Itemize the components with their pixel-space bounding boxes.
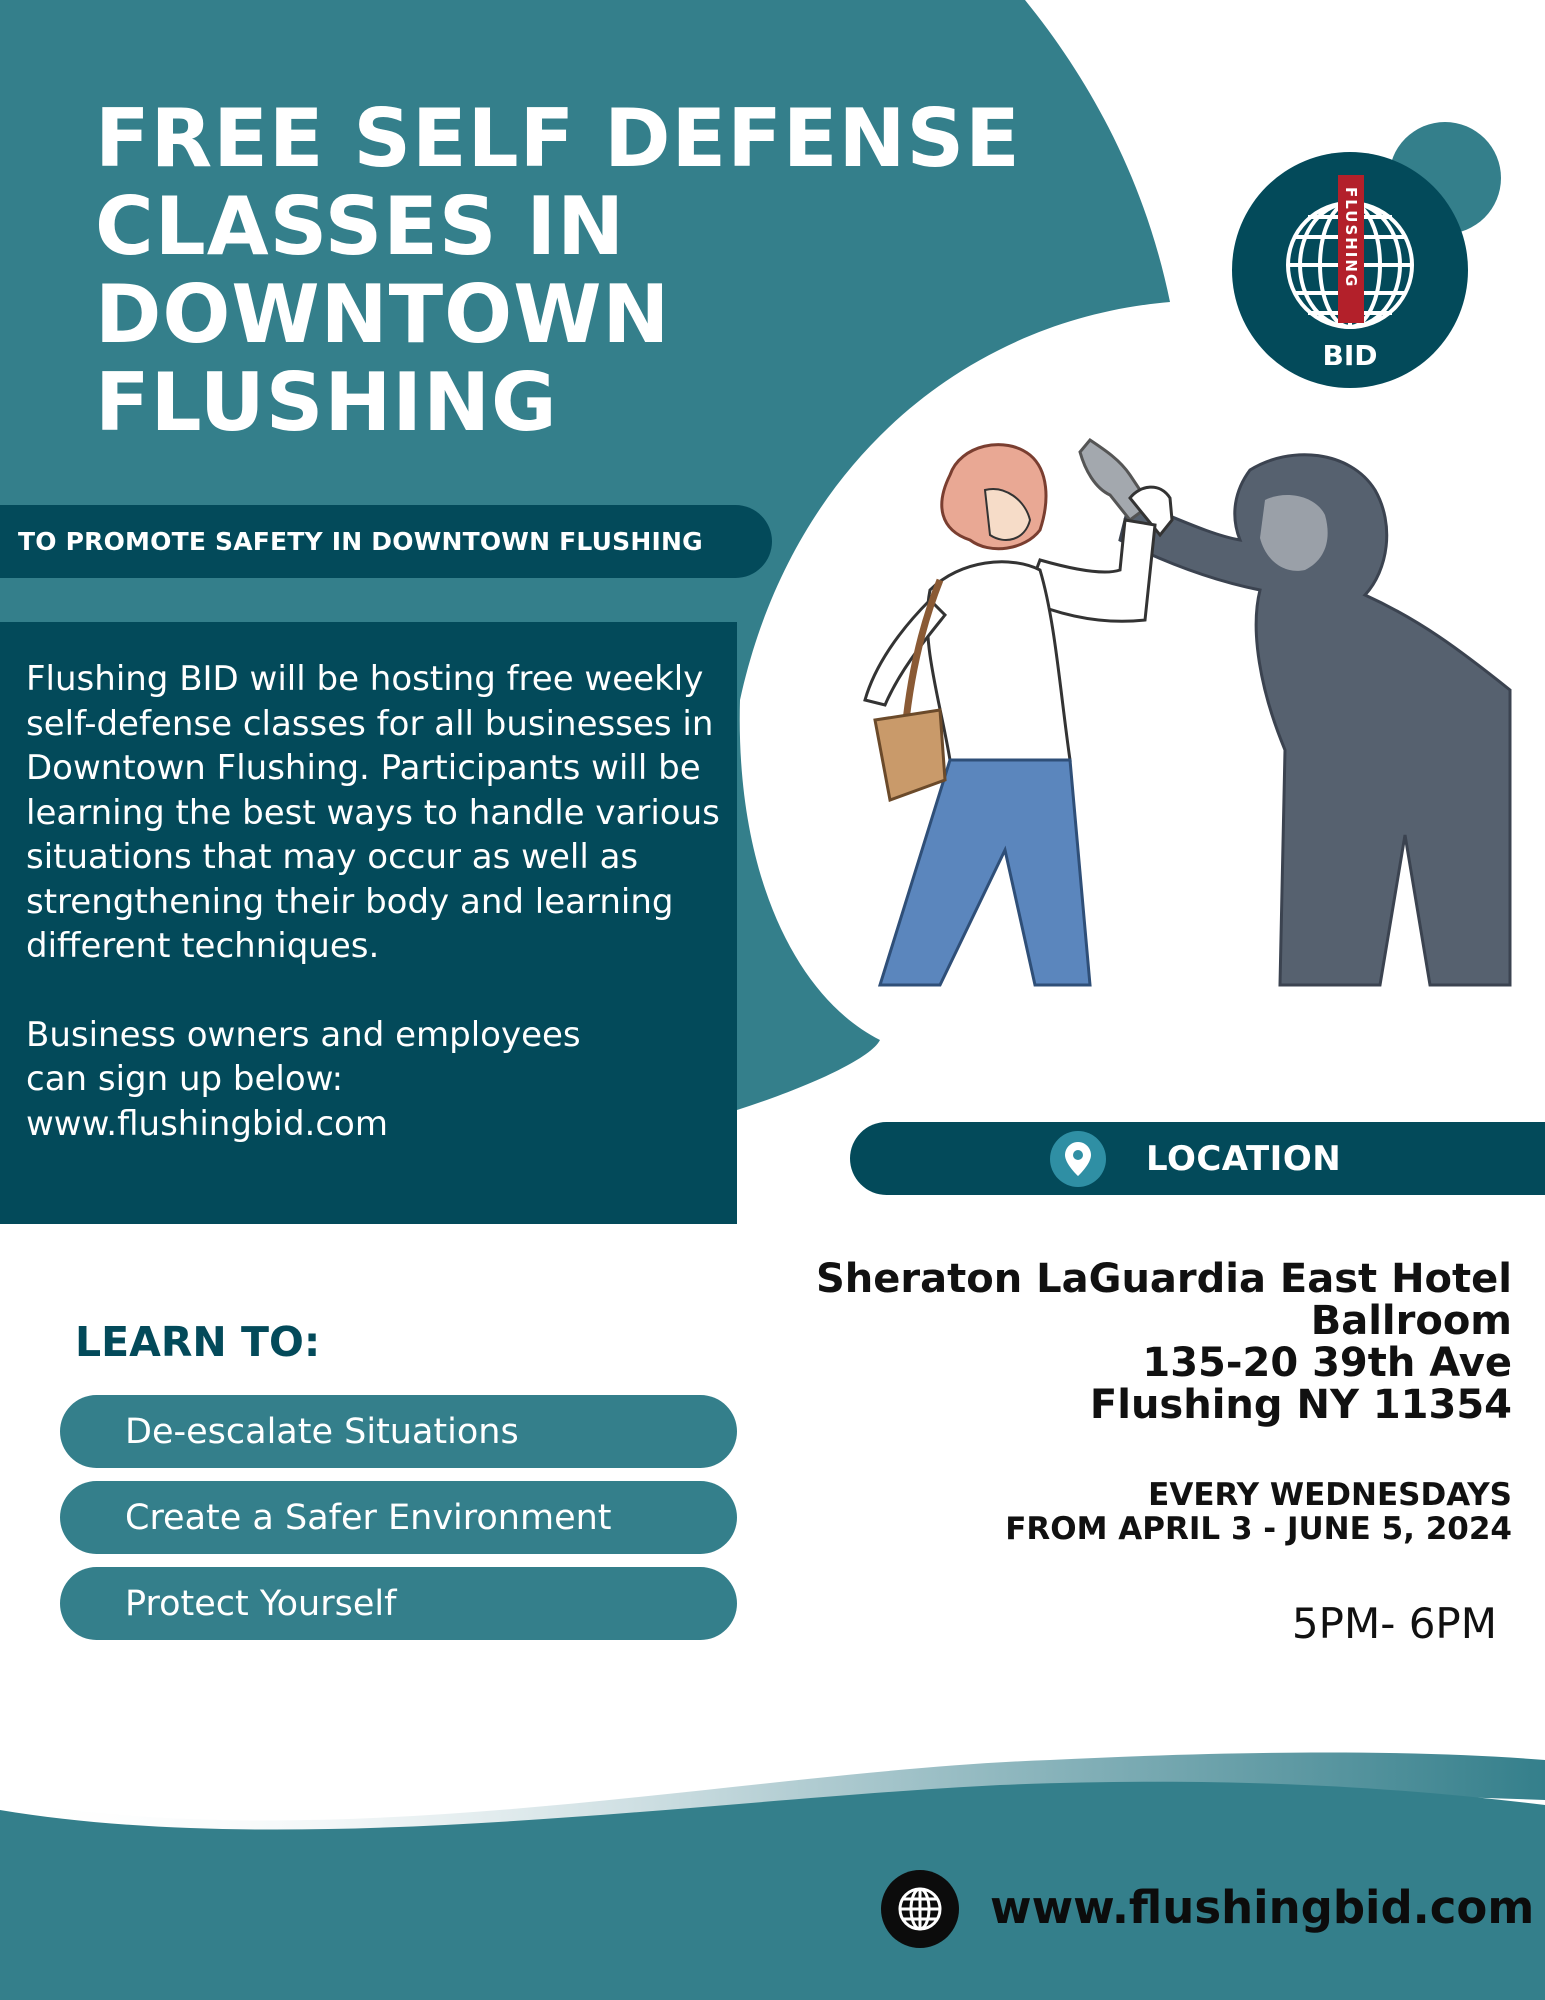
schedule-line: FROM APRIL 3 - JUNE 5, 2024: [1005, 1511, 1512, 1547]
signup-line: Business owners and employees: [26, 1014, 581, 1055]
logo-bid-text: BID: [1322, 339, 1378, 372]
headline-line: DOWNTOWN: [95, 268, 671, 361]
location-banner: [850, 1122, 1545, 1195]
venue-line: 135-20 39th Ave: [1142, 1340, 1512, 1386]
flushing-bid-logo: [1230, 125, 1500, 395]
schedule: [752, 1478, 1512, 1546]
location-label: LOCATION: [1146, 1138, 1342, 1179]
signup-url[interactable]: www.flushingbid.com: [26, 1103, 388, 1144]
learn-item: Create a Safer Environment: [60, 1481, 737, 1554]
self-defense-illustration: [820, 430, 1520, 990]
signup-paragraph: [26, 1013, 721, 1147]
logo-vertical-text: FLUSHING: [1342, 187, 1360, 289]
headline-line: FLUSHING: [95, 356, 558, 449]
defender-figure: [865, 445, 1172, 985]
venue-line: Ballroom: [1310, 1298, 1512, 1344]
description-paragraph: Flushing BID will be hosting free weekly self-defense classes for all businesses in Downtown Flushing. Participants will be learning the best ways to handle various situations that may occur as well as strengthening their body and learning different techniques.: [26, 659, 720, 966]
schedule-line: EVERY WEDNESDAYS: [1148, 1477, 1512, 1513]
venue-line: Flushing NY 11354: [1089, 1382, 1512, 1428]
learn-title: LEARN TO:: [75, 1318, 321, 1366]
venue-line: Sheraton LaGuardia East Hotel: [816, 1256, 1512, 1302]
description-box: [0, 622, 737, 1224]
footer-url[interactable]: www.flushingbid.com: [990, 1881, 1535, 1934]
learn-item: Protect Yourself: [60, 1567, 737, 1640]
class-time: 5PM- 6PM: [1291, 1599, 1497, 1648]
headline: [95, 92, 1055, 449]
map-pin-icon: [1050, 1131, 1106, 1187]
headline-line: CLASSES IN: [95, 180, 626, 273]
signup-line: can sign up below:: [26, 1059, 344, 1099]
venue-address: [752, 1258, 1512, 1426]
learn-item: De-escalate Situations: [60, 1395, 737, 1468]
globe-icon: [881, 1870, 959, 1948]
headline-line: FREE SELF DEFENSE: [95, 92, 1021, 185]
tagline-banner: TO PROMOTE SAFETY IN DOWNTOWN FLUSHING: [0, 505, 772, 578]
learn-list: [60, 1395, 737, 1653]
